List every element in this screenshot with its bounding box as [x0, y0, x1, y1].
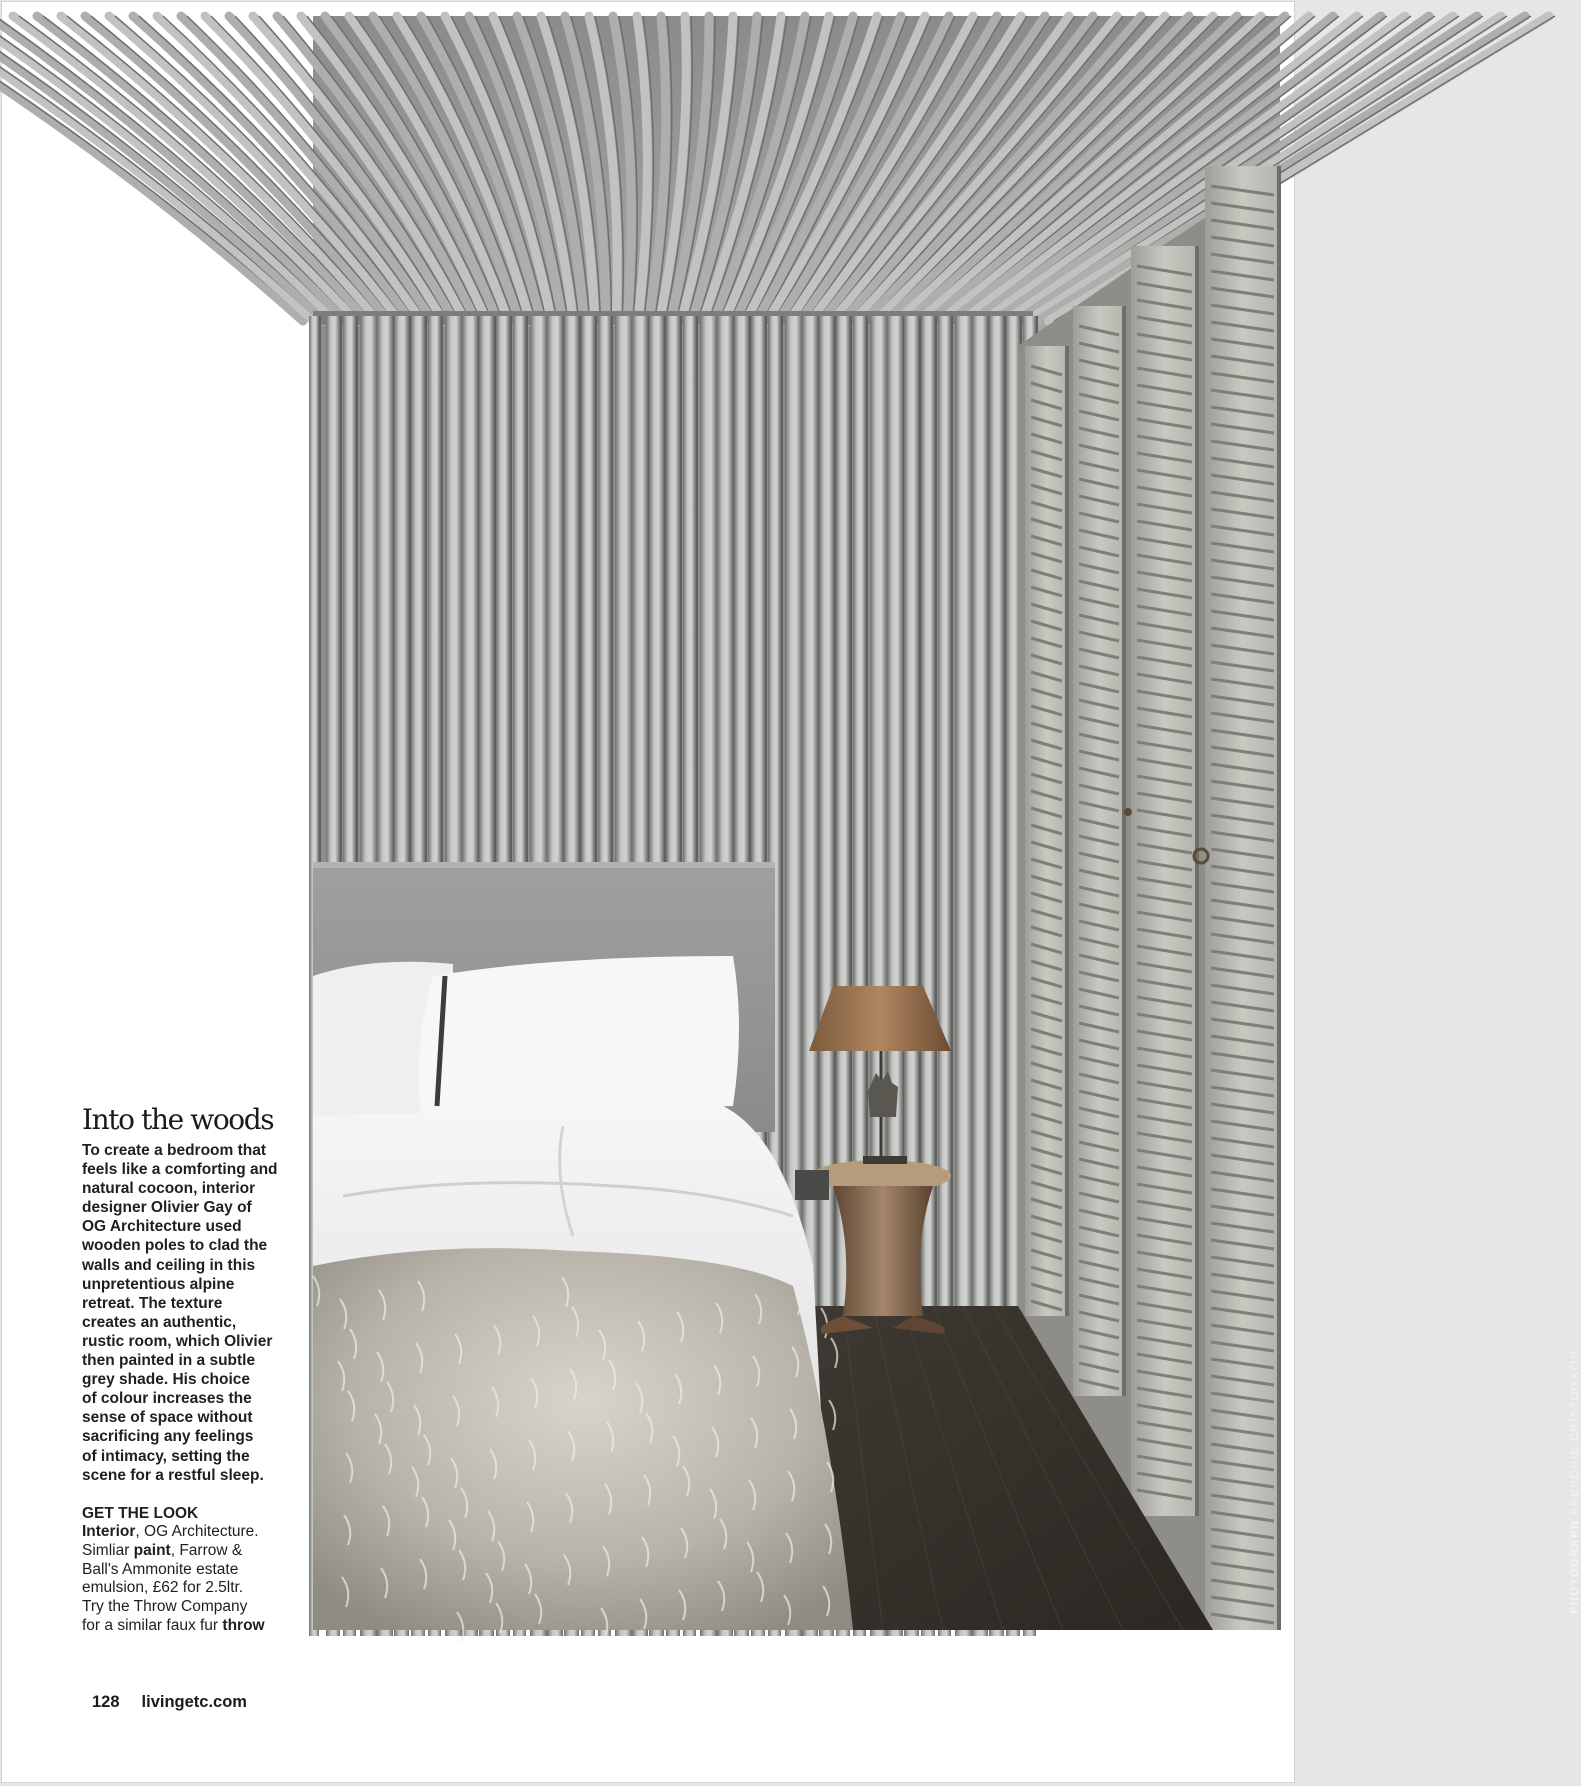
article-body-line: retreat. The texture — [82, 1294, 223, 1312]
article-body-line: sense of space without — [82, 1409, 253, 1427]
throw-prefix: for a similar faux fur — [82, 1616, 223, 1634]
article-body-line: unpretentious alpine — [82, 1275, 235, 1293]
get-the-look-credits — [82, 1523, 314, 1636]
credit-line-interior — [82, 1523, 314, 1542]
article-body-line: To create a bedroom that — [82, 1142, 267, 1159]
bedroom-photograph — [313, 16, 1581, 1630]
credit-line-4: emulsion, £62 for 2.5ltr. — [82, 1579, 244, 1597]
article-body-line: creates an authentic, — [82, 1313, 237, 1331]
article-body-line: OG Architecture used — [82, 1218, 242, 1236]
paint-prefix: Simliar — [82, 1541, 134, 1559]
article-body-line: walls and ceiling in this — [82, 1256, 256, 1274]
article-headline: Into the woods — [82, 1103, 274, 1136]
page-folio — [92, 1693, 247, 1712]
photo-credit — [1569, 1349, 1581, 1614]
paint-suffix: , Farrow & — [170, 1541, 243, 1559]
photo-credit-name: FRENCHIE CRISTOGATIN — [1569, 1349, 1581, 1520]
article-body-line: then painted in a subtle — [82, 1352, 256, 1370]
paint-label: paint — [133, 1541, 171, 1559]
credit-line-throw — [82, 1617, 314, 1636]
credit-line-3: Ball's Ammonite estate — [82, 1560, 239, 1578]
article-body-line: wooden poles to clad the — [82, 1237, 268, 1255]
article-body — [82, 1141, 314, 1485]
article-body-line: natural cocoon, interior — [82, 1180, 256, 1198]
get-the-look-heading: GET THE LOOK — [82, 1505, 199, 1522]
interior-text: , OG Architecture. — [135, 1523, 259, 1540]
bedroom-illustration — [313, 16, 1280, 1630]
article-body-line: sacrificing any feelings — [82, 1428, 254, 1446]
article-body-line: grey shade. His choice — [82, 1371, 250, 1389]
article-body-line: feels like a comforting and — [82, 1161, 278, 1179]
website-url: livingetc.com — [141, 1693, 247, 1711]
credit-line-5: Try the Throw Company — [82, 1598, 248, 1616]
photo-credit-label: PHOTOGRAPH — [1569, 1519, 1581, 1614]
credit-line-paint — [82, 1542, 314, 1561]
article-body-line: designer Olivier Gay of — [82, 1199, 252, 1217]
article-body-line: of colour increases the — [82, 1390, 252, 1408]
magazine-page — [2, 2, 1581, 1782]
throw-label: throw — [222, 1616, 265, 1634]
interior-label: Interior — [82, 1523, 136, 1540]
article-body-line: of intimacy, setting the — [82, 1447, 250, 1465]
article-body-line: scene for a restful sleep. — [82, 1466, 264, 1484]
article-body-line: rustic room, which Olivier — [82, 1332, 273, 1350]
page-number: 128 — [92, 1693, 120, 1711]
